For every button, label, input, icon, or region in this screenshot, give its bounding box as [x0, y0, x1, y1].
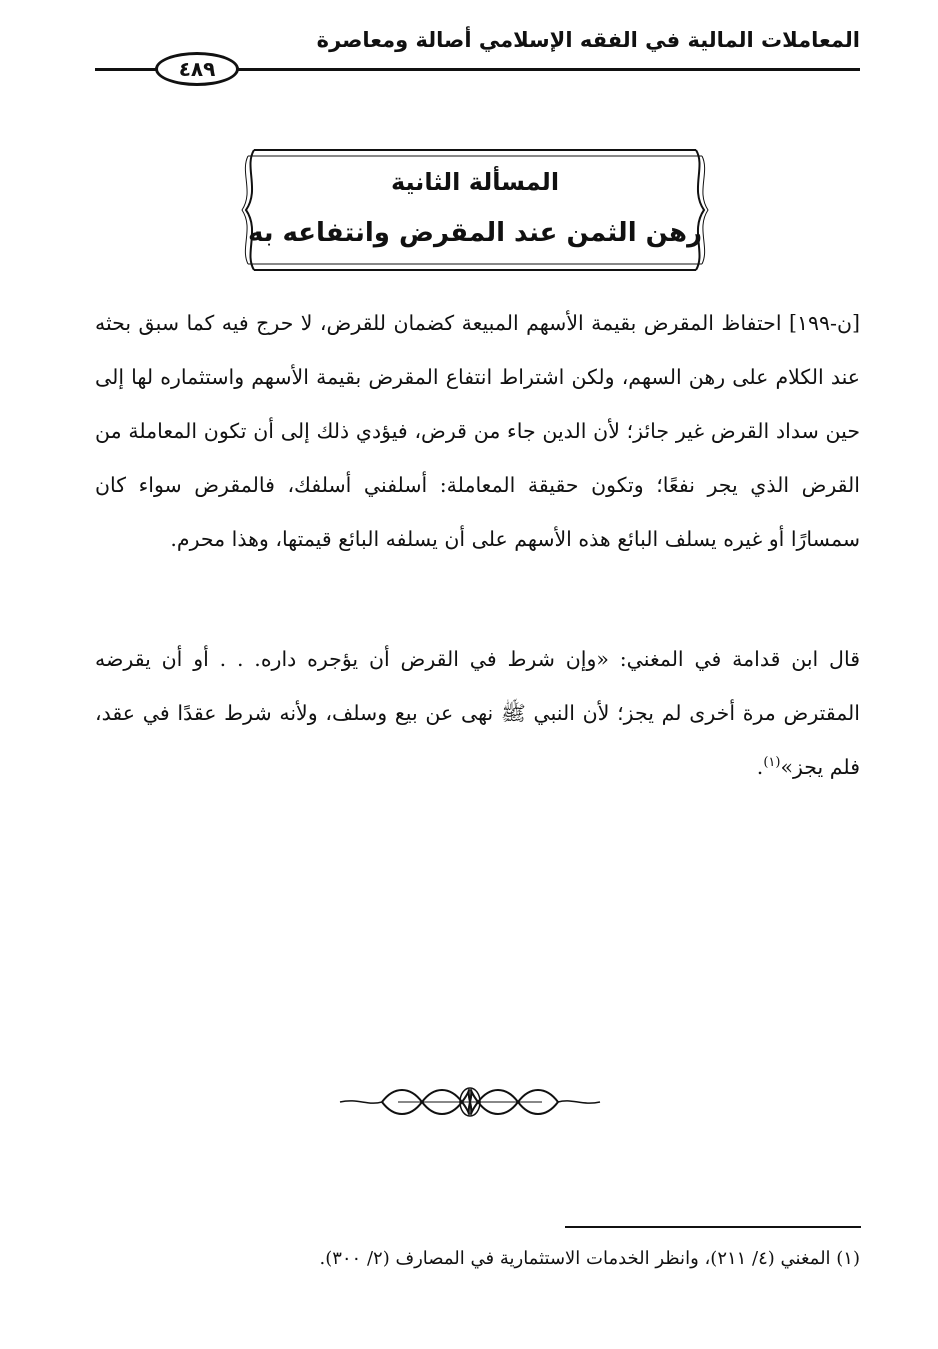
section-title-line-2: رهن الثمن عند المقرض وانتفاعه به [247, 218, 703, 248]
body-paragraph-2 [95, 632, 860, 794]
section-divider-ornament-icon [338, 1082, 602, 1122]
section-title-line-1: المسألة الثانية [390, 168, 560, 196]
footnote-1: (١) المغني (٤/ ٢١١)، وانظر الخدمات الاستثمارية في المصارف (٢/ ٣٠٠). [319, 1248, 860, 1269]
footnote-reference: (١) [763, 755, 781, 771]
footnote-rule [565, 1226, 861, 1228]
paragraph-2-text: قال ابن قدامة في المغني: «وإن شرط في القرض أن يؤجره داره. . . أو أن يقرضه المقترض مرة أخرى لم يجز؛ لأن النبي ﷺ نهى عن بيع وسلف، ولأنه شرط عقدًا في عقد، فلم يجز» [95, 647, 860, 779]
section-title-box [240, 146, 710, 274]
running-title: المعاملات المالية في الفقه الإسلامي أصالة ومعاصرة [316, 28, 860, 52]
body-paragraph-1: [ن-١٩٩] احتفاظ المقرض بقيمة الأسهم المبيعة كضمان للقرض، لا حرج فيه كما سبق بحثه عند الكلام على رهن السهم، ولكن اشتراط انتفاع المقرض بقيمة الأسهم واستثماره لها إلى حين سداد القرض غير جائز؛ لأن الدين جاء من قرض، فيؤدي ذلك إلى أن تكون المعاملة من القرض الذي يجر نفعًا؛ وتكون حقيقة المعاملة: أسلفني أسلفك، فالمقرض سواء كان سمسارًا أو غيره يسلف البائع هذه الأسهم على أن يسلفه البائع قيمتها، وهذا محرم. [95, 311, 860, 551]
title-frame-icon [240, 146, 710, 274]
paragraph-2-end: . [756, 755, 764, 779]
page-number: ٤٨٩ [155, 52, 239, 86]
